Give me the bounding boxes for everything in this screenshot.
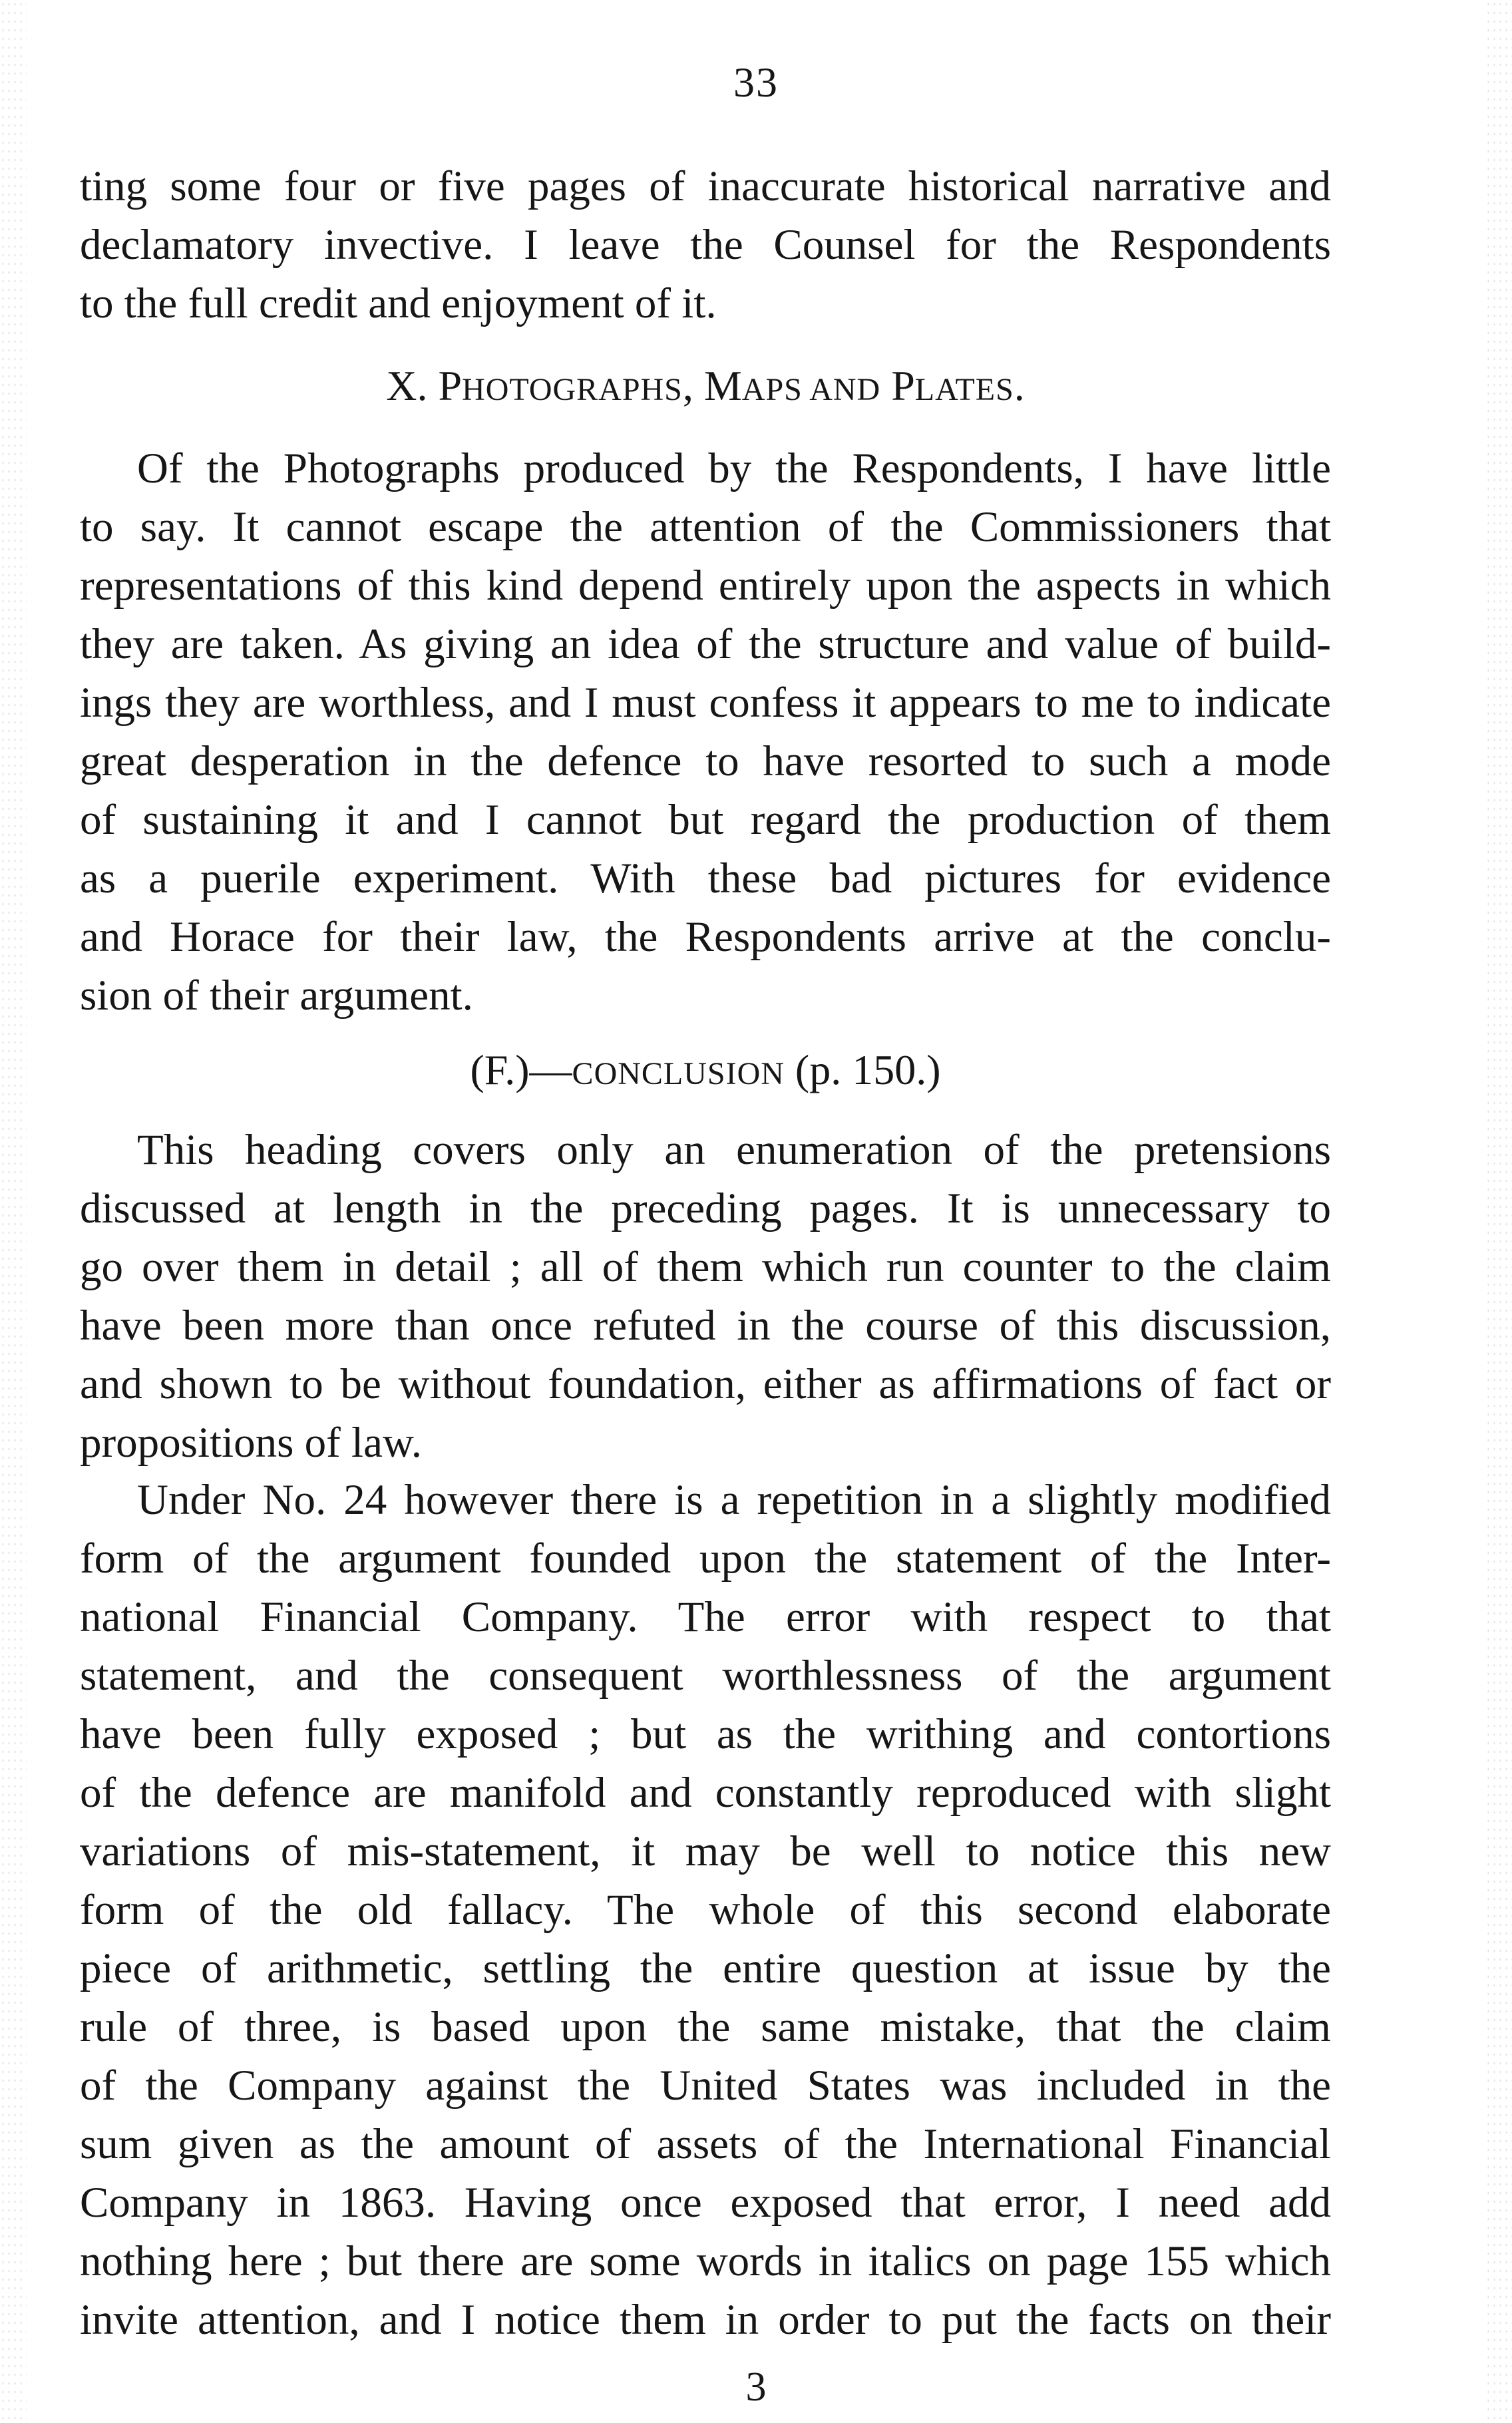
text-line: to the full credit and enjoyment of it.: [80, 280, 717, 327]
text-line: go over them in detail ; all of them which run counter to the claim: [80, 1243, 1331, 1291]
heading-word: APS AND: [741, 372, 881, 407]
paragraph-no-24: [80, 1471, 1331, 2349]
text-line: and shown to be without foundation, either as affirmations of fact or: [80, 1360, 1331, 1408]
text-line: of the defence are manifold and constantly reproduced with slight: [80, 1769, 1331, 1817]
page-edge-texture-left: [0, 0, 27, 2423]
text-line: they are taken. As giving an idea of the structure and value of build-: [80, 620, 1331, 668]
heading-label: (F.)—: [470, 1046, 572, 1093]
text-line: nothing here ; but there are some words in italics on page 155 which: [80, 2237, 1331, 2285]
text-line: variations of mis-statement, it may be well to notice this new: [80, 1827, 1331, 1875]
text-line: have been more than once refuted in the course of this discussion,: [80, 1302, 1331, 1350]
section-heading-photographs: [80, 357, 1331, 419]
text-line: of sustaining it and I cannot but regard the production of them: [80, 796, 1331, 844]
heading-word: CONCLUSION: [572, 1056, 785, 1091]
text-line: great desperation in the defence to have resorted to such a mode: [80, 737, 1331, 785]
text-line: sum given as the amount of assets of the International Financial: [80, 2120, 1331, 2168]
section-heading-conclusion: [80, 1041, 1331, 1103]
heading-initial: P: [891, 362, 915, 409]
heading-separator: ,: [682, 362, 704, 409]
text-line: Under No. 24 however there is a repetition in a slightly modified: [137, 1476, 1331, 1524]
text-line: to say. It cannot escape the attention of the Commissioners that: [80, 503, 1331, 551]
text-line: piece of arithmetic, settling the entire question at issue by the: [80, 1945, 1331, 1992]
text-line: form of the argument founded upon the statement of the Inter-: [80, 1535, 1331, 1583]
paragraph-photographs: [80, 439, 1331, 1025]
text-line: form of the old fallacy. The whole of this second elaborate: [80, 1886, 1331, 1934]
heading-initial: P: [438, 362, 463, 409]
heading-numeral: X.: [386, 362, 439, 409]
text-line: of the Company against the United States was included in the: [80, 2062, 1331, 2110]
text-line: Company in 1863. Having once exposed that error, I need add: [80, 2179, 1331, 2227]
text-line: propositions of law.: [80, 1419, 422, 1467]
text-line: rule of three, is based upon the same mistake, that the claim: [80, 2003, 1331, 2051]
heading-word: LATES: [914, 372, 1014, 407]
text-line: representations of this kind depend entirely upon the aspects in which: [80, 562, 1331, 610]
signature-mark: 3: [745, 2364, 767, 2410]
text-line: declamatory invective. I leave the Counsel for the Respondents: [80, 221, 1331, 269]
text-line: and Horace for their law, the Respondents arrive at the conclu-: [80, 913, 1331, 961]
text-line: ings they are worthless, and I must confess it appears to me to indicate: [80, 679, 1331, 727]
text-line: ting some four or five pages of inaccurate historical narrative and: [80, 162, 1331, 210]
text-line: This heading covers only an enumeration of the pretensions: [137, 1126, 1331, 1174]
text-line: statement, and the consequent worthlessness of the argument: [80, 1652, 1331, 1700]
heading-separator: [880, 362, 891, 409]
heading-page-reference: (p. 150.): [784, 1046, 941, 1093]
text-line: Of the Photographs produced by the Respondents, I have little: [137, 445, 1331, 492]
paragraph-conclusion: [80, 1121, 1331, 1472]
text-line: national Financial Company. The error with respect to that: [80, 1593, 1331, 1641]
text-line: as a puerile experiment. With these bad pictures for evidence: [80, 854, 1331, 902]
text-line: sion of their argument.: [80, 972, 473, 1020]
page-edge-texture-right: [1485, 0, 1512, 2423]
heading-word: HOTOGRAPHS: [462, 372, 683, 407]
paragraph-continuation: [80, 157, 1331, 333]
text-line: have been fully exposed ; but as the writhing and contortions: [80, 1710, 1331, 1758]
heading-initial: M: [703, 362, 742, 409]
text-line: invite attention, and I notice them in order to put the facts on their: [80, 2296, 1331, 2344]
text-line: discussed at length in the preceding pages. It is unnecessary to: [80, 1185, 1331, 1232]
heading-period: .: [1014, 362, 1025, 409]
page-number: 33: [733, 59, 779, 106]
